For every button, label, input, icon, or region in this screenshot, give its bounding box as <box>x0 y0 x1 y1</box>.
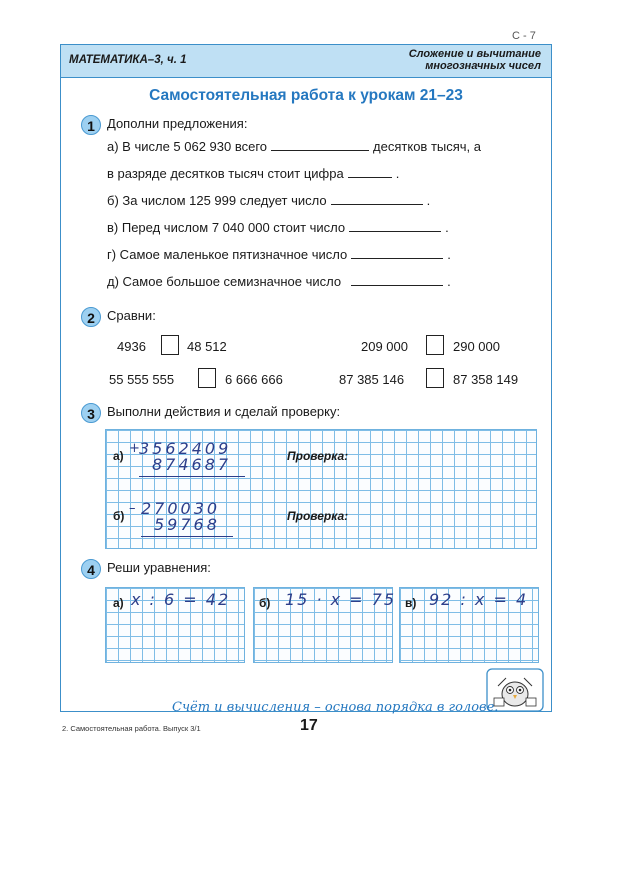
answer-blank[interactable] <box>349 230 441 232</box>
compare-right-4: 87 358 149 <box>453 372 519 387</box>
answer-blank[interactable] <box>351 284 443 286</box>
task-1a2-text: в разряде десятков тысяч стоит цифра <box>107 166 344 181</box>
task-3b-bottom-number: 59768 <box>154 515 220 534</box>
period: . <box>447 247 451 262</box>
task-3a-sign: + <box>129 441 143 456</box>
compare-left-4: 87 385 146 <box>339 372 405 387</box>
task-1a2-sentence <box>107 166 399 181</box>
answer-blank[interactable] <box>331 203 423 205</box>
equation-v-text: 92 : x = 4 <box>429 590 529 609</box>
task-1a-sentence <box>107 139 481 154</box>
page-number: 17 <box>300 717 318 734</box>
task-3a-sum-line <box>139 476 245 477</box>
task-1-prompt: Дополни предложения: <box>107 116 248 131</box>
equation-a-text: x : 6 = 42 <box>131 590 231 609</box>
answer-blank[interactable] <box>348 176 392 178</box>
task-4-number: 4 <box>81 559 101 579</box>
subject-title: МАТЕМАТИКА–3, ч. 1 <box>69 54 187 66</box>
task-1-number: 1 <box>81 115 101 135</box>
period: . <box>445 220 449 235</box>
page-title: Самостоятельная работа к урокам 21–23 <box>149 87 463 104</box>
task-1a-start: а) В числе 5 062 930 всего <box>107 139 268 154</box>
period: . <box>395 166 400 181</box>
header-bar <box>61 45 551 78</box>
compare-left-2: 209 000 <box>361 339 408 354</box>
task-3a-bottom-number: 874687 <box>152 455 232 474</box>
compare-right-1: 48 512 <box>187 339 227 354</box>
topic-line-2: многозначных чисел <box>425 60 541 72</box>
period: . <box>447 274 451 289</box>
topic-line-1: Сложение и вычитание <box>408 48 541 60</box>
worksheet-frame <box>60 44 552 712</box>
equation-b-text: 15 · x = 75 <box>285 590 397 609</box>
task-1v-sentence <box>107 220 449 235</box>
task-3b-sign: – <box>129 501 139 516</box>
task-3b-diff-line <box>141 536 233 537</box>
task-3b-check-label: Проверка: <box>287 509 349 523</box>
compare-left-3: 55 555 555 <box>109 372 175 387</box>
task-1b-sentence <box>107 193 430 208</box>
answer-blank[interactable] <box>351 257 443 259</box>
task-1d-text: д) Самое большое семизначное число <box>107 274 342 289</box>
equation-b-label: б) <box>259 596 271 610</box>
equation-v-label: в) <box>405 596 417 610</box>
task-1v-text: в) Перед числом 7 040 000 стоит число <box>107 220 346 235</box>
task-3-number: 3 <box>81 403 101 423</box>
task-2-number: 2 <box>81 307 101 327</box>
topic-title <box>409 48 541 72</box>
task-1b-text: б) За числом 125 999 следует число <box>107 193 327 208</box>
answer-blank[interactable] <box>271 149 369 151</box>
task-1a-end: десятков тысяч, а <box>373 139 482 154</box>
compare-box-2[interactable] <box>426 335 444 355</box>
task-1g-text: г) Самое маленькое пятизначное число <box>107 247 348 262</box>
compare-left-1: 4936 <box>117 339 146 354</box>
task-3b-top-number: 270030 <box>141 499 221 518</box>
task-1d-sentence <box>107 274 451 289</box>
task-1g-sentence <box>107 247 451 262</box>
compare-box-1[interactable] <box>161 335 179 355</box>
footer-motto: Счёт и вычисления – основа порядка в голове. <box>172 700 499 715</box>
task-3b-label: б) <box>113 509 125 523</box>
period: . <box>426 193 431 208</box>
task-3a-top-number: 3562409 <box>139 439 232 458</box>
corner-mark: С - 7 <box>512 30 536 42</box>
compare-box-3[interactable] <box>198 368 216 388</box>
task-3-prompt: Выполни действия и сделай проверку: <box>107 404 341 419</box>
task-3a-check-label: Проверка: <box>287 449 349 463</box>
compare-right-3: 6 666 666 <box>225 372 283 387</box>
task-3a-label: а) <box>113 449 124 463</box>
task-2-prompt: Сравни: <box>107 308 156 323</box>
imprint: 2. Самостоятельная работа. Выпуск 3/1 <box>62 724 201 733</box>
compare-box-4[interactable] <box>426 368 444 388</box>
equation-a-label: а) <box>113 596 124 610</box>
compare-right-2: 290 000 <box>453 339 500 354</box>
task-4-prompt: Реши уравнения: <box>107 560 211 575</box>
